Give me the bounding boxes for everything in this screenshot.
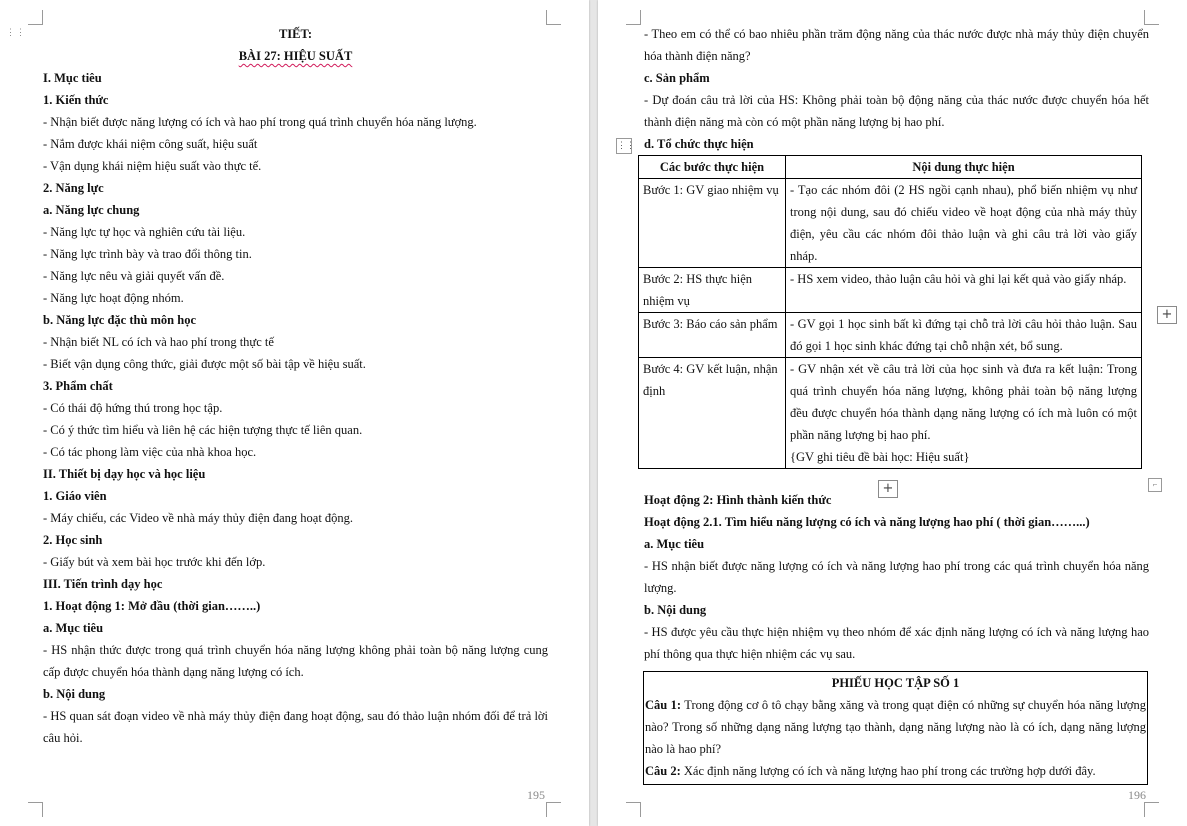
text-line: - Nhận biết được năng lượng có ích và hao phí trong quá trình chuyển hóa năng lượng. [43,115,477,129]
text-line: - Nắm được khái niệm công suất, hiệu suất [43,137,258,151]
table-header-cell: Các bước thực hiện [639,156,786,179]
crop-mark-icon [546,10,561,25]
text-line: - Có thái độ hứng thú trong học tập. [43,401,223,415]
right-page-body [644,23,1149,665]
intro-question: - Theo em có thể có bao nhiêu phần trăm động năng của thác nước được nhà máy thủy điện chuyển hóa thành điện năng? [644,27,1149,63]
section-c-heading: c. Sản phẩm [644,71,710,85]
document-page-left [0,0,589,826]
worksheet-title: PHIẾU HỌC TẬP SỐ 1 [831,676,960,690]
text-line: - Có tác phong làm việc của nhà khoa học. [43,445,257,459]
table-select-icon[interactable]: ⋮⋮ [616,138,632,154]
content-cell [786,179,1142,268]
content-cell [786,268,1142,313]
text-line: - HS quan sát đoạn video về nhà máy thủy điện đang hoạt động, sau đó thảo luận nhóm đối để trả lời câu hỏi. [43,709,548,745]
document-page-right [598,0,1187,826]
text-line: - Nhận biết NL có ích và hao phí trong thực tế [43,335,274,349]
content-text: - GV nhận xét về câu trả lời của học sinh và đưa ra kết luận: Trong quá trình chuyển hóa năng lượng, không phải toàn bộ năng lượng đều được chuyển hóa thành dạng năng lượng có ích mà luôn có một phần năng lượng bị hao phí. [790,362,1137,442]
section-heading: a. Mục tiêu [43,621,104,635]
steps-table [638,155,1142,469]
text-line: - HS nhận thức được trong quá trình chuyển hóa năng lượng không phải toàn bộ năng lượng cung cấp được chuyển hóa thành dạng năng lượng có ích. [43,643,548,679]
text-line: - HS nhận biết được năng lượng có ích và năng lượng hao phí trong các quá trình chuyển hóa năng lượng. [644,559,1149,595]
table-row [639,268,1142,313]
section-heading: 1. Giáo viên [43,489,107,503]
section-heading: a. Năng lực chung [43,203,140,217]
section-heading: 1. Kiến thức [43,93,109,107]
left-page-body [43,23,548,749]
text-line: - Vận dụng khái niệm hiệu suất vào thực tế. [43,159,262,173]
section-heading: Hoạt động 2.1. Tìm hiểu năng lượng có ích và năng lượng hao phí ( thời gian……...) [644,515,1090,529]
step-cell: Bước 2: HS thực hiện nhiệm vụ [639,268,786,313]
section-heading: 2. Năng lực [43,181,104,195]
crop-mark-icon [546,802,561,817]
text-line: - Giấy bút và xem bài học trước khi đến lớp. [43,555,266,569]
content-note: {GV ghi tiêu đề bài học: Hiệu suất} [790,450,970,464]
step-cell: Bước 4: GV kết luận, nhận định [639,358,786,469]
step-cell: Bước 1: GV giao nhiệm vụ [639,179,786,268]
section-heading: 1. Hoạt động 1: Mở đầu (thời gian……..) [43,599,261,613]
text-line: - Năng lực trình bày và trao đổi thông tin. [43,247,252,261]
crop-mark-icon [28,10,43,25]
worksheet-question-2: Câu 2: Xác định năng lượng có ích và năng lượng hao phí trong các trường hợp dưới đây. [645,764,1096,778]
section-heading: 3. Phẩm chất [43,379,113,393]
lesson-title: BÀI 27: HIỆU SUẤT [238,49,353,63]
crop-mark-icon [28,802,43,817]
worksheet-question-1: Câu 1: Trong động cơ ô tô chạy bằng xăng và trong quạt điện có những sự chuyển hóa năng lượng nào? Trong số những dạng năng lượng tạo thành, dạng năng lượng nào là có ích, dạng năng lượng nào là hao phí? [645,698,1146,756]
crop-mark-icon [1144,802,1159,817]
section-heading: I. Mục tiêu [43,71,102,85]
table-row [639,313,1142,358]
text-line: - Năng lực nêu và giải quyết vấn đề. [43,269,225,283]
section-heading: b. Năng lực đặc thù môn học [43,313,197,327]
section-heading: II. Thiết bị dạy học và học liệu [43,467,206,481]
section-d-heading: d. Tổ chức thực hiện [644,137,754,151]
content-text: - GV gọi 1 học sinh bất kì đứng tại chỗ trả lời câu hỏi thảo luận. Sau đó gọi 1 học sinh khác đứng tại chỗ nhận xét, bổ sung. [790,317,1137,353]
plus-icon[interactable]: + [1157,306,1177,324]
section-heading: a. Mục tiêu [644,537,705,551]
section-heading: Hoạt động 2: Hình thành kiến thức [644,493,832,507]
content-cell [786,313,1142,358]
text-line: - Máy chiếu, các Video về nhà máy thủy điện đang hoạt động. [43,511,354,525]
text-line: - HS được yêu cầu thực hiện nhiệm vụ theo nhóm để xác định năng lượng có ích và năng lượng hao phí thông qua thực hiện nhiệm các vụ sau. [644,625,1149,661]
section-heading: b. Nội dung [644,603,707,617]
content-text: - HS xem video, thảo luận câu hỏi và ghi lại kết quả vào giấy nháp. [790,272,1127,286]
table-row [639,179,1142,268]
section-c-text: - Dự đoán câu trả lời của HS: Không phải toàn bộ động năng của thác nước được chuyển hóa hết thành điện năng mà còn có một phần năng lượng bị hao phí. [644,93,1149,129]
page-number: 195 [527,788,545,802]
section-heading: III. Tiến trình dạy học [43,577,163,591]
table-header-cell: Nội dung thực hiện [786,156,1142,179]
text-line: - Năng lực tự học và nghiên cứu tài liệu. [43,225,246,239]
lesson-period: TIẾT: [278,27,313,41]
worksheet-box [643,671,1148,785]
page-number: 196 [1128,788,1146,802]
content-cell [786,358,1142,469]
crop-mark-icon [626,10,641,25]
table-resize-icon[interactable]: ⌐ [1148,478,1162,492]
table-row [639,358,1142,469]
right-after [644,489,1149,665]
left-lines [43,67,548,749]
plus-icon[interactable]: + [878,480,898,498]
text-line: - Biết vận dụng công thức, giải được một số bài tập về hiệu suất. [43,357,366,371]
section-heading: 2. Học sinh [43,533,103,547]
step-cell: Bước 3: Báo cáo sản phẩm [639,313,786,358]
text-line: - Có ý thức tìm hiểu và liên hệ các hiện tượng thực tế liên quan. [43,423,363,437]
crop-mark-icon [626,802,641,817]
table-header-row [639,156,1142,179]
content-text: - Tạo các nhóm đôi (2 HS ngồi cạnh nhau), phổ biến nhiệm vụ như trong nội dung, sau đó chiếu video về hoạt động của nhà máy thủy điện, yêu cầu các nhóm đôi thảo luận và ghi câu trả lời vào giấy nháp. [790,183,1137,263]
move-handle-icon[interactable]: ⋮⋮ [6,27,26,37]
text-line: - Năng lực hoạt động nhóm. [43,291,184,305]
section-heading: b. Nội dung [43,687,106,701]
